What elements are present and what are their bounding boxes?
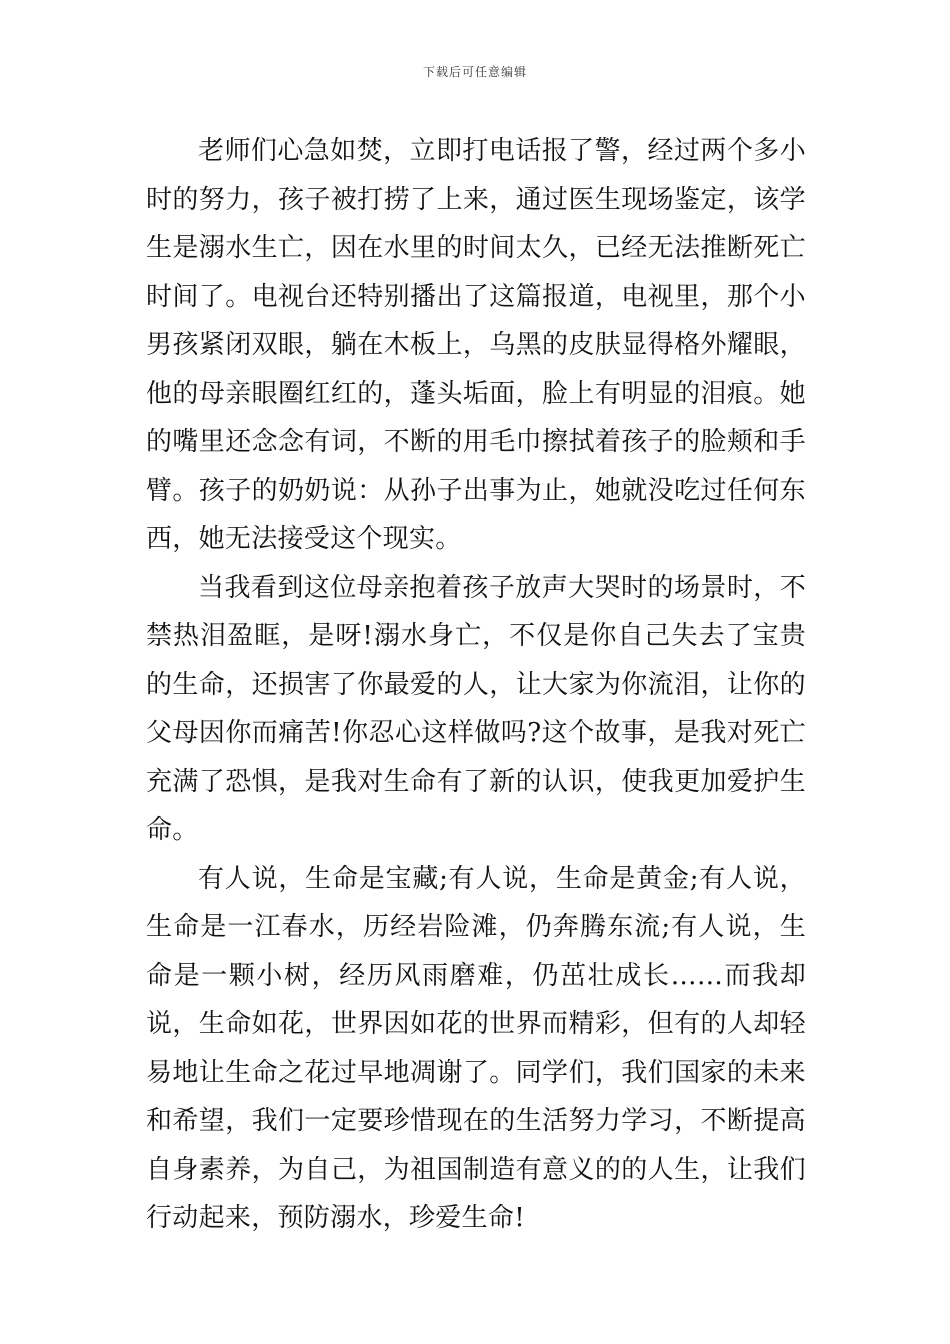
document-body [146, 127, 806, 1243]
paragraph: 老师们心急如焚，立即打电话报了警，经过两个多小时的努力，孩子被打捞了上来，通过医生现场鉴定，该学生是溺水生亡，因在水里的时间太久，已经无法推断死亡时间了。电视台还特别播出了这篇报道，电视里，那个小男孩紧闭双眼，躺在木板上，乌黑的皮肤显得格外耀眼，他的母亲眼圈红红的，蓬头垢面，脸上有明显的泪痕。她的嘴里还念念有词，不断的用毛巾擦拭着孩子的脸颊和手臂。孩子的奶奶说：从孙子出事为止，她就没吃过任何东西，她无法接受这个现实。 [146, 136, 806, 554]
paragraph: 有人说，生命是宝藏;有人说，生命是黄金;有人说，生命是一江春水，历经岩险滩，仍奔腾东流;有人说，生命是一颗小树，经历风雨磨难，仍茁壮成长……而我却说，生命如花，世界因如花的世界而精彩，但有的人却轻易地让生命之花过早地凋谢了。同学们，我们国家的未来和希望，我们一定要珍惜现在的生活努力学习，不断提高自身素养，为自己，为祖国制造有意义的的人生，让我们行动起来，预防溺水，珍爱生命! [146, 863, 806, 1233]
page-header-note: 下载后可任意编辑 [422, 65, 527, 79]
paragraph: 当我看到这位母亲抱着孩子放声大哭时的场景时，不禁热泪盈眶，是呀!溺水身亡，不仅是你自己失去了宝贵的生命，还损害了你最爱的人，让大家为你流泪，让你的父母因你而痛苦!你忍心这样做吗?这个故事，是我对死亡充满了恐惧，是我对生命有了新的认识，使我更加爱护生命。 [146, 572, 806, 845]
